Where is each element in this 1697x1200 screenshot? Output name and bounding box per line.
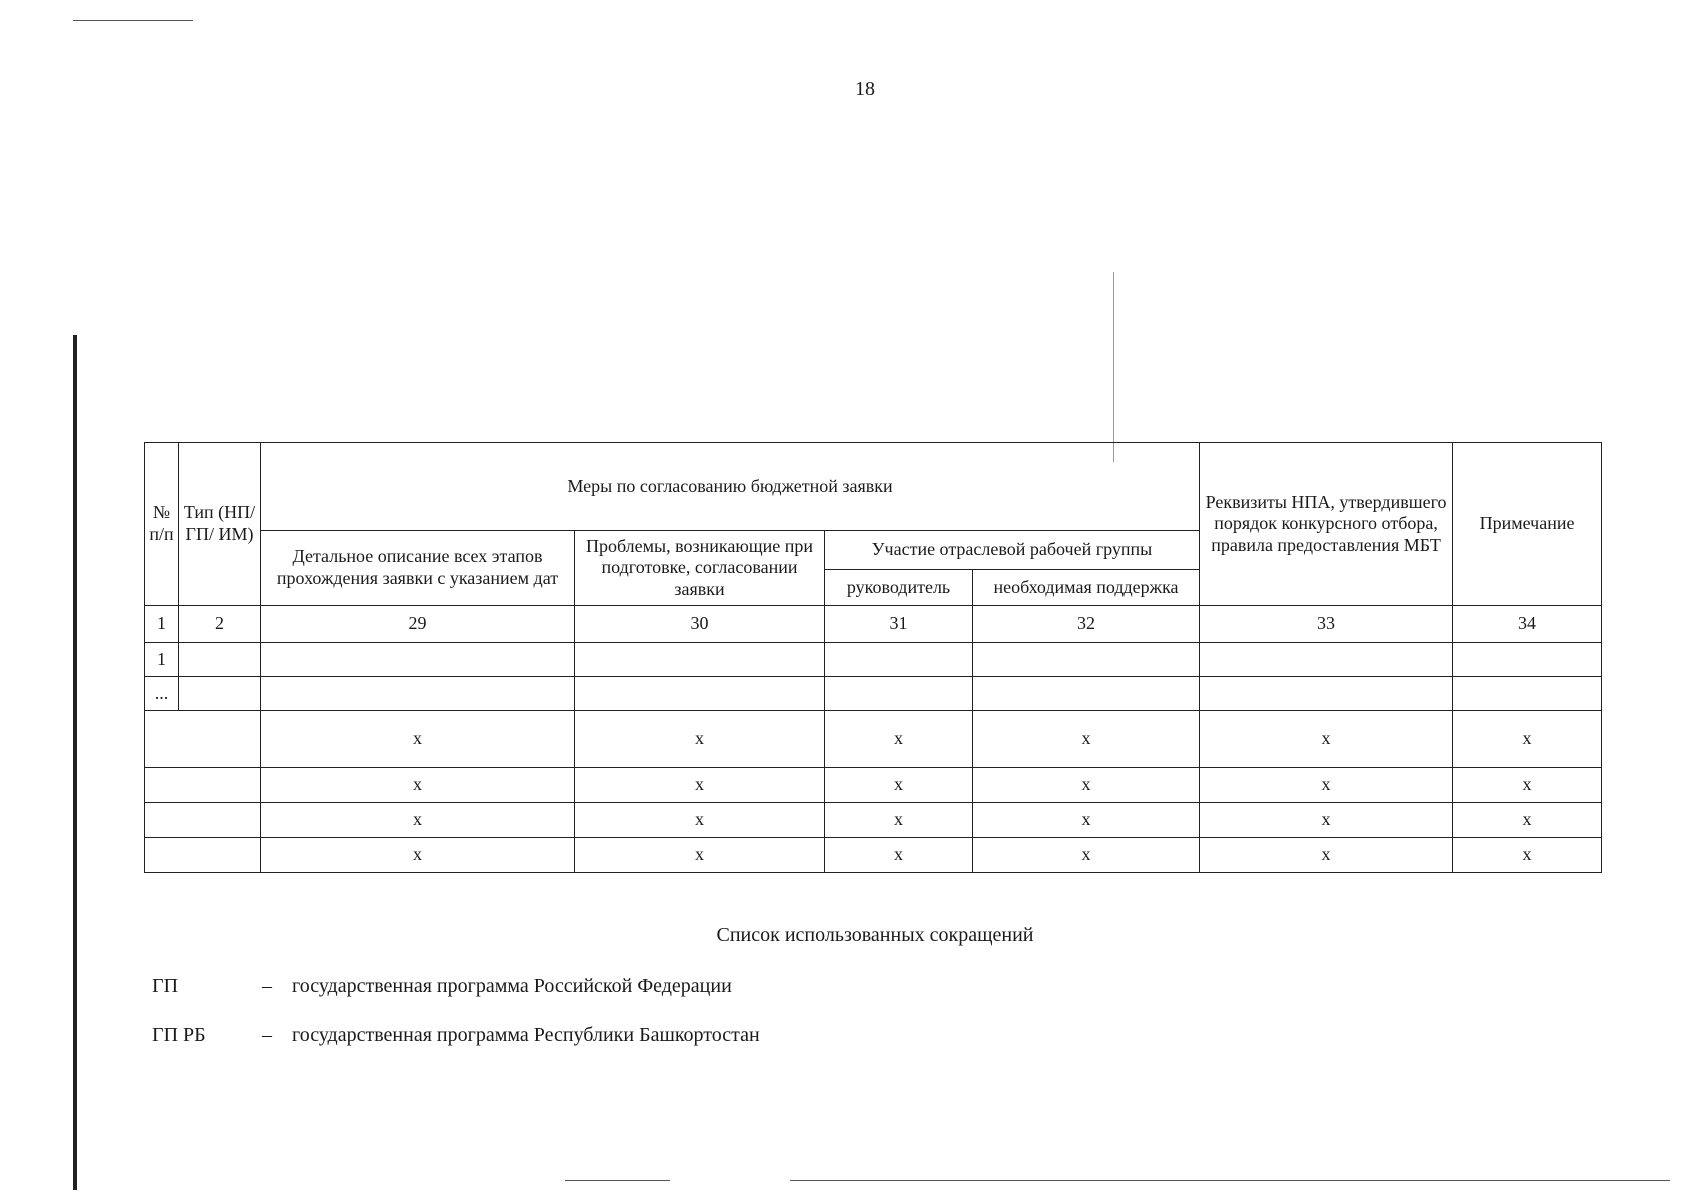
scan-bottom-line-right (790, 1180, 1670, 1181)
header-support: необходимая поддержка (973, 570, 1200, 606)
x-mark: х (261, 768, 575, 803)
x-mark: х (261, 711, 575, 768)
row-label: ... (145, 677, 179, 711)
table-row (145, 711, 1602, 768)
x-mark: х (825, 768, 973, 803)
x-mark: х (973, 711, 1200, 768)
column-number: 30 (575, 606, 825, 643)
row-label: 1 (145, 643, 179, 677)
x-mark: х (825, 711, 973, 768)
header-stages: Детальное описание всех этапов прохождения заявки с указанием дат (261, 531, 575, 606)
x-mark: х (1453, 768, 1602, 803)
x-mark: х (1200, 803, 1453, 838)
header-type: Тип (НП/ГП/ ИМ) (179, 443, 261, 606)
column-numbers-row (145, 606, 1602, 643)
x-mark: х (1200, 768, 1453, 803)
abbreviation-definition: государственная программа Республики Башкортостан (292, 1024, 760, 1046)
abbreviation-item (152, 1024, 1052, 1050)
budget-request-table (144, 442, 1602, 873)
x-mark: х (973, 803, 1200, 838)
x-mark: х (1453, 711, 1602, 768)
x-mark: х (1200, 838, 1453, 873)
x-mark: х (575, 711, 825, 768)
header-problems: Проблемы, возникающие при подготовке, согласовании заявки (575, 531, 825, 606)
column-number: 34 (1453, 606, 1602, 643)
x-mark: х (575, 803, 825, 838)
column-number: 31 (825, 606, 973, 643)
header-npa: Реквизиты НПА, утвердившего порядок конкурсного отбора, правила предоставления МБТ (1200, 443, 1453, 606)
page-number: 18 (855, 78, 875, 100)
x-mark: х (825, 838, 973, 873)
header-measures-group: Меры по согласованию бюджетной заявки (261, 443, 1200, 531)
column-number: 33 (1200, 606, 1453, 643)
x-mark: х (575, 838, 825, 873)
x-mark: х (1453, 803, 1602, 838)
x-mark: х (261, 803, 575, 838)
scan-fold-line (1113, 272, 1114, 462)
table-row (145, 643, 1602, 677)
column-number: 1 (145, 606, 179, 643)
abbreviation-term: ГП (152, 975, 179, 997)
header-note: Примечание (1453, 443, 1602, 606)
column-number: 29 (261, 606, 575, 643)
scan-left-edge (73, 335, 77, 1190)
header-head: руководитель (825, 570, 973, 606)
column-number: 32 (973, 606, 1200, 643)
x-mark: х (261, 838, 575, 873)
scan-top-line (73, 20, 193, 21)
abbreviation-term: ГП РБ (152, 1024, 206, 1046)
abbreviation-dash: – (262, 1024, 272, 1046)
abbreviation-item (152, 975, 1052, 1001)
header-working-group: Участие отраслевой рабочей группы (825, 531, 1200, 570)
abbreviations-title: Список использованных сокращений (716, 924, 1034, 946)
column-number: 2 (179, 606, 261, 643)
table-row (145, 677, 1602, 711)
abbreviation-definition: государственная программа Российской Федерации (292, 975, 732, 997)
x-mark: х (1453, 838, 1602, 873)
x-mark: х (973, 838, 1200, 873)
x-mark: х (575, 768, 825, 803)
table-row (145, 803, 1602, 838)
table-row (145, 768, 1602, 803)
x-mark: х (973, 768, 1200, 803)
abbreviation-dash: – (262, 975, 272, 997)
x-mark: х (825, 803, 973, 838)
table-row (145, 838, 1602, 873)
scan-bottom-line-left (565, 1180, 670, 1181)
header-no: № п/п (145, 443, 179, 606)
x-mark: х (1200, 711, 1453, 768)
